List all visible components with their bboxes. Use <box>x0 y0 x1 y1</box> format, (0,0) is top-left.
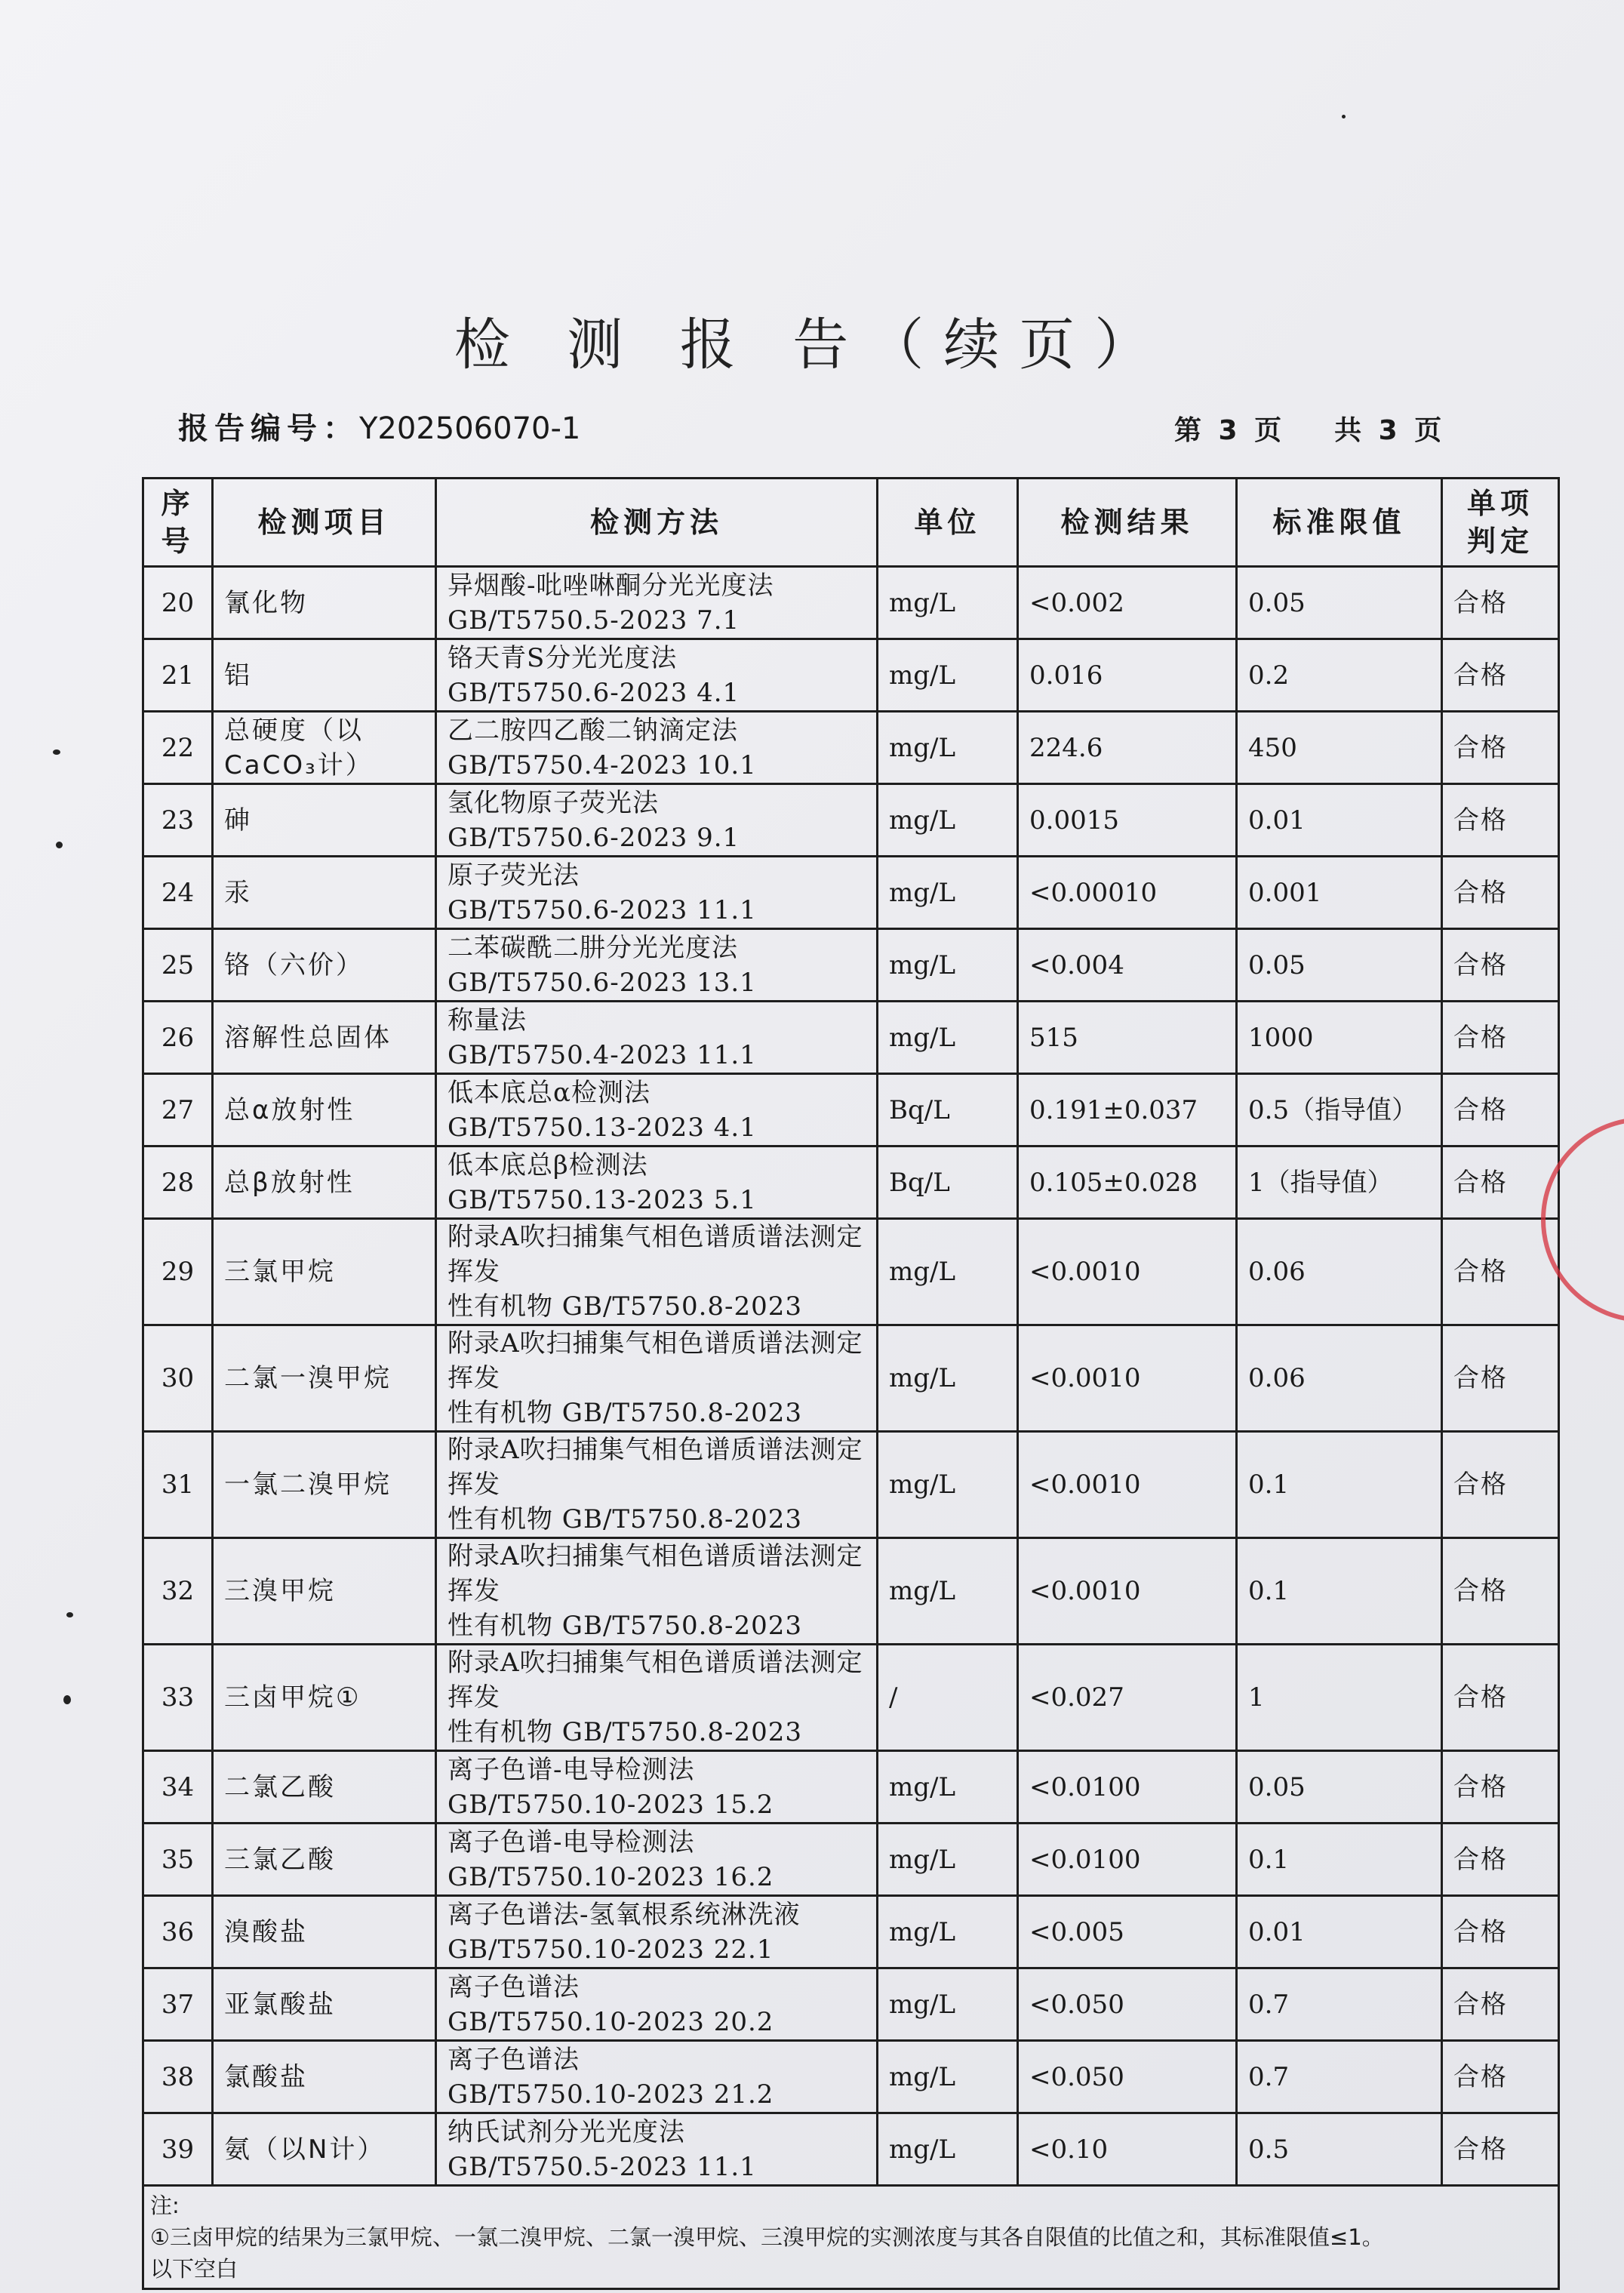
cell-limit: 1（指导值） <box>1237 1146 1442 1219</box>
cell-result: <0.0100 <box>1018 1751 1237 1824</box>
cell-limit: 0.01 <box>1237 784 1442 857</box>
table-row <box>143 1074 1559 1146</box>
paper-speck <box>1342 115 1346 118</box>
method-standard: 性有机物 GB/T5750.8-2023 <box>448 1717 803 1747</box>
cell-seq: 37 <box>143 1968 213 2041</box>
table-body <box>143 567 1559 2186</box>
cell-limit: 450 <box>1237 712 1442 784</box>
method-name: 二苯碳酰二肼分光光度法 <box>448 932 738 963</box>
header-result: 检测结果 <box>1018 479 1237 567</box>
method-standard: GB/T5750.6-2023 9.1 <box>448 822 740 853</box>
cell-limit: 0.05 <box>1237 1751 1442 1824</box>
cell-result: <0.005 <box>1018 1896 1237 1968</box>
cell-item: 氰化物 <box>213 567 436 639</box>
cell-judge: 合格 <box>1442 784 1559 857</box>
table-row <box>143 1645 1559 1751</box>
cell-method <box>436 567 878 639</box>
method-name: 附录A吹扫捕集气相色谱质谱法测定挥发 <box>448 1541 863 1606</box>
table-row <box>143 1824 1559 1896</box>
cell-item: 铬（六价） <box>213 929 436 1002</box>
header-limit: 标准限值 <box>1237 479 1442 567</box>
cell-limit: 0.06 <box>1237 1219 1442 1325</box>
cell-seq: 21 <box>143 639 213 712</box>
cell-result: 515 <box>1018 1002 1237 1074</box>
cell-result: <0.050 <box>1018 1968 1237 2041</box>
cell-seq: 23 <box>143 784 213 857</box>
cell-judge: 合格 <box>1442 1538 1559 1645</box>
header-method: 检测方法 <box>436 479 878 567</box>
cell-judge: 合格 <box>1442 1432 1559 1538</box>
header-unit: 单位 <box>878 479 1018 567</box>
table-row <box>143 929 1559 1002</box>
cell-item: 汞 <box>213 857 436 929</box>
cell-method <box>436 929 878 1002</box>
cell-item: 一氯二溴甲烷 <box>213 1432 436 1538</box>
notes-line-1: ①三卤甲烷的结果为三氯甲烷、一氯二溴甲烷、二氯一溴甲烷、三溴甲烷的实测浓度与其各自限值的比值之和，其标准限值≤1。 <box>150 2224 1384 2250</box>
cell-method <box>436 1432 878 1538</box>
cell-item: 三氯乙酸 <box>213 1824 436 1896</box>
cell-result: <0.10 <box>1018 2113 1237 2186</box>
cell-unit: mg/L <box>878 1219 1018 1325</box>
cell-limit: 0.01 <box>1237 1896 1442 1968</box>
cell-seq: 36 <box>143 1896 213 1968</box>
cell-judge: 合格 <box>1442 2041 1559 2113</box>
paper-speck <box>56 842 63 848</box>
cell-method <box>436 639 878 712</box>
cell-result: 0.0015 <box>1018 784 1237 857</box>
cell-judge: 合格 <box>1442 1645 1559 1751</box>
cell-limit: 1 <box>1237 1645 1442 1751</box>
cell-limit: 0.5（指导值） <box>1237 1074 1442 1146</box>
cell-seq: 30 <box>143 1325 213 1432</box>
cell-seq: 27 <box>143 1074 213 1146</box>
cell-unit: mg/L <box>878 1325 1018 1432</box>
cell-item: 总β放射性 <box>213 1146 436 1219</box>
cell-result: 0.191±0.037 <box>1018 1074 1237 1146</box>
cell-result: <0.0010 <box>1018 1432 1237 1538</box>
cell-unit: mg/L <box>878 712 1018 784</box>
cell-item: 三溴甲烷 <box>213 1538 436 1645</box>
cell-unit: Bq/L <box>878 1074 1018 1146</box>
cell-unit: mg/L <box>878 1751 1018 1824</box>
cell-result: <0.0010 <box>1018 1325 1237 1432</box>
cell-limit: 0.1 <box>1237 1538 1442 1645</box>
method-name: 附录A吹扫捕集气相色谱质谱法测定挥发 <box>448 1222 863 1287</box>
method-name: 原子荧光法 <box>448 860 580 891</box>
cell-limit: 0.05 <box>1237 929 1442 1002</box>
cell-result: <0.0010 <box>1018 1219 1237 1325</box>
paper-speck <box>66 1612 73 1617</box>
cell-judge: 合格 <box>1442 1751 1559 1824</box>
method-standard: GB/T5750.13-2023 4.1 <box>448 1112 757 1143</box>
cell-result: <0.004 <box>1018 929 1237 1002</box>
method-name: 乙二胺四乙酸二钠滴定法 <box>448 715 738 746</box>
cell-result: <0.00010 <box>1018 857 1237 929</box>
cell-method <box>436 784 878 857</box>
report-number-label: 报告编号： <box>178 411 359 446</box>
method-standard: GB/T5750.10-2023 20.2 <box>448 2006 774 2037</box>
cell-unit: / <box>878 1645 1018 1751</box>
cell-judge: 合格 <box>1442 1824 1559 1896</box>
table-row <box>143 1432 1559 1538</box>
cell-method <box>436 1002 878 1074</box>
cell-result: <0.050 <box>1018 2041 1237 2113</box>
header-item: 检测项目 <box>213 479 436 567</box>
method-standard: GB/T5750.6-2023 13.1 <box>448 967 757 998</box>
cell-seq: 29 <box>143 1219 213 1325</box>
cell-unit: mg/L <box>878 1896 1018 1968</box>
cell-unit: mg/L <box>878 567 1018 639</box>
table-row <box>143 2113 1559 2186</box>
cell-unit: mg/L <box>878 929 1018 1002</box>
cell-limit: 0.7 <box>1237 2041 1442 2113</box>
cell-result: <0.0100 <box>1018 1824 1237 1896</box>
cell-result: 224.6 <box>1018 712 1237 784</box>
method-standard: GB/T5750.10-2023 22.1 <box>448 1934 774 1965</box>
page-info <box>1174 409 1441 448</box>
cell-method <box>436 1074 878 1146</box>
method-standard: GB/T5750.6-2023 11.1 <box>448 894 757 925</box>
method-name: 附录A吹扫捕集气相色谱质谱法测定挥发 <box>448 1648 863 1713</box>
table-row <box>143 1325 1559 1432</box>
table-row <box>143 857 1559 929</box>
cell-result: <0.002 <box>1018 567 1237 639</box>
cell-unit: mg/L <box>878 1538 1018 1645</box>
cell-limit: 0.1 <box>1237 1824 1442 1896</box>
cell-item: 二氯一溴甲烷 <box>213 1325 436 1432</box>
cell-method <box>436 1219 878 1325</box>
method-name: 纳氏试剂分光光度法 <box>448 2116 685 2147</box>
report-number-value: Y202506070-1 <box>359 411 581 446</box>
cell-item: 总硬度（以CaCO₃计） <box>213 712 436 784</box>
table-row <box>143 1219 1559 1325</box>
cell-limit: 0.2 <box>1237 639 1442 712</box>
method-name: 氢化物原子荧光法 <box>448 787 659 818</box>
page-total: 共 3 页 <box>1334 415 1442 446</box>
method-standard: 性有机物 GB/T5750.8-2023 <box>448 1504 803 1534</box>
cell-unit: mg/L <box>878 784 1018 857</box>
cell-item: 三氯甲烷 <box>213 1219 436 1325</box>
method-standard: 性有机物 GB/T5750.8-2023 <box>448 1398 803 1428</box>
method-standard: GB/T5750.4-2023 11.1 <box>448 1039 757 1070</box>
method-name: 铬天青S分光光度法 <box>448 642 678 673</box>
cell-method <box>436 1538 878 1645</box>
cell-unit: mg/L <box>878 857 1018 929</box>
cell-seq: 25 <box>143 929 213 1002</box>
cell-item: 三卤甲烷① <box>213 1645 436 1751</box>
cell-result: <0.027 <box>1018 1645 1237 1751</box>
cell-method <box>436 857 878 929</box>
method-standard: 性有机物 GB/T5750.8-2023 <box>448 1611 803 1641</box>
method-name: 异烟酸-吡唑啉酮分光光度法 <box>448 570 774 601</box>
cell-judge: 合格 <box>1442 929 1559 1002</box>
cell-unit: mg/L <box>878 1002 1018 1074</box>
method-standard: GB/T5750.6-2023 4.1 <box>448 677 740 708</box>
header-judge: 单项判定 <box>1442 479 1559 567</box>
method-standard: GB/T5750.5-2023 7.1 <box>448 605 740 636</box>
cell-judge: 合格 <box>1442 567 1559 639</box>
cell-limit: 0.7 <box>1237 1968 1442 2041</box>
cell-method <box>436 2041 878 2113</box>
method-standard: GB/T5750.10-2023 21.2 <box>448 2079 774 2110</box>
cell-result: 0.105±0.028 <box>1018 1146 1237 1219</box>
cell-unit: mg/L <box>878 639 1018 712</box>
table-row <box>143 1896 1559 1968</box>
cell-method <box>436 2113 878 2186</box>
method-standard: GB/T5750.10-2023 16.2 <box>448 1861 774 1892</box>
cell-judge: 合格 <box>1442 1896 1559 1968</box>
method-name: 附录A吹扫捕集气相色谱质谱法测定挥发 <box>448 1328 863 1393</box>
paper-speck <box>63 1695 71 1704</box>
cell-judge: 合格 <box>1442 1002 1559 1074</box>
results-table <box>142 477 1560 2290</box>
paper-speck <box>53 749 60 755</box>
cell-method <box>436 712 878 784</box>
table-row <box>143 2041 1559 2113</box>
header-seq: 序号 <box>143 479 213 567</box>
notes-cell <box>143 2186 1559 2289</box>
table-row <box>143 1751 1559 1824</box>
method-standard: GB/T5750.13-2023 5.1 <box>448 1184 757 1215</box>
cell-judge: 合格 <box>1442 639 1559 712</box>
cell-method <box>436 1896 878 1968</box>
cell-limit: 0.5 <box>1237 2113 1442 2186</box>
cell-seq: 31 <box>143 1432 213 1538</box>
cell-seq: 32 <box>143 1538 213 1645</box>
cell-result: 0.016 <box>1018 639 1237 712</box>
cell-limit: 0.06 <box>1237 1325 1442 1432</box>
table-row <box>143 1146 1559 1219</box>
cell-unit: mg/L <box>878 2113 1018 2186</box>
table-row <box>143 639 1559 712</box>
cell-unit: mg/L <box>878 1824 1018 1896</box>
report-number <box>178 405 580 448</box>
cell-unit: mg/L <box>878 1432 1018 1538</box>
method-name: 称量法 <box>448 1005 527 1036</box>
cell-method <box>436 1146 878 1219</box>
cell-limit: 1000 <box>1237 1002 1442 1074</box>
cell-limit: 0.1 <box>1237 1432 1442 1538</box>
method-standard: 性有机物 GB/T5750.8-2023 <box>448 1291 803 1322</box>
method-name: 离子色谱法 <box>448 1971 580 2002</box>
cell-seq: 26 <box>143 1002 213 1074</box>
cell-unit: mg/L <box>878 2041 1018 2113</box>
cell-seq: 24 <box>143 857 213 929</box>
cell-judge: 合格 <box>1442 1325 1559 1432</box>
cell-judge: 合格 <box>1442 1219 1559 1325</box>
notes-row <box>143 2186 1559 2289</box>
page-current: 第 3 页 <box>1174 415 1282 446</box>
cell-item: 氨（以N计） <box>213 2113 436 2186</box>
cell-item: 溴酸盐 <box>213 1896 436 1968</box>
cell-seq: 33 <box>143 1645 213 1751</box>
table-row <box>143 1002 1559 1074</box>
table-row <box>143 712 1559 784</box>
cell-unit: Bq/L <box>878 1146 1018 1219</box>
method-name: 低本底总β检测法 <box>448 1150 648 1180</box>
table-row <box>143 784 1559 857</box>
method-standard: GB/T5750.10-2023 15.2 <box>448 1789 774 1820</box>
cell-judge: 合格 <box>1442 1146 1559 1219</box>
cell-judge: 合格 <box>1442 712 1559 784</box>
table-row <box>143 1538 1559 1645</box>
notes-label: 注: <box>150 2193 180 2218</box>
method-name: 离子色谱-电导检测法 <box>448 1827 695 1857</box>
document-title: 检 测 报 告（续页） <box>454 312 1170 377</box>
cell-item: 铝 <box>213 639 436 712</box>
cell-limit: 0.001 <box>1237 857 1442 929</box>
cell-method <box>436 1751 878 1824</box>
cell-item: 氯酸盐 <box>213 2041 436 2113</box>
notes-line-2: 以下空白 <box>150 2256 238 2282</box>
cell-unit: mg/L <box>878 1968 1018 2041</box>
cell-seq: 38 <box>143 2041 213 2113</box>
cell-item: 溶解性总固体 <box>213 1002 436 1074</box>
cell-method <box>436 1968 878 2041</box>
cell-seq: 39 <box>143 2113 213 2186</box>
cell-item: 总α放射性 <box>213 1074 436 1146</box>
cell-judge: 合格 <box>1442 2113 1559 2186</box>
method-name: 离子色谱法-氢氧根系统淋洗液 <box>448 1899 801 1930</box>
cell-method <box>436 1645 878 1751</box>
method-standard: GB/T5750.5-2023 11.1 <box>448 2151 757 2182</box>
cell-seq: 28 <box>143 1146 213 1219</box>
method-name: 附录A吹扫捕集气相色谱质谱法测定挥发 <box>448 1435 863 1500</box>
method-standard: GB/T5750.4-2023 10.1 <box>448 749 757 780</box>
cell-judge: 合格 <box>1442 1074 1559 1146</box>
cell-seq: 34 <box>143 1751 213 1824</box>
cell-method <box>436 1325 878 1432</box>
method-name: 离子色谱-电导检测法 <box>448 1754 695 1785</box>
cell-seq: 22 <box>143 712 213 784</box>
method-name: 低本底总α检测法 <box>448 1077 651 1108</box>
cell-judge: 合格 <box>1442 857 1559 929</box>
cell-item: 砷 <box>213 784 436 857</box>
method-name: 离子色谱法 <box>448 2044 580 2075</box>
cell-method <box>436 1824 878 1896</box>
cell-judge: 合格 <box>1442 1968 1559 2041</box>
cell-item: 二氯乙酸 <box>213 1751 436 1824</box>
cell-limit: 0.05 <box>1237 567 1442 639</box>
cell-seq: 35 <box>143 1824 213 1896</box>
cell-seq: 20 <box>143 567 213 639</box>
table-row <box>143 567 1559 639</box>
table-header-row <box>143 479 1559 567</box>
cell-result: <0.0010 <box>1018 1538 1237 1645</box>
cell-item: 亚氯酸盐 <box>213 1968 436 2041</box>
table-row <box>143 1968 1559 2041</box>
